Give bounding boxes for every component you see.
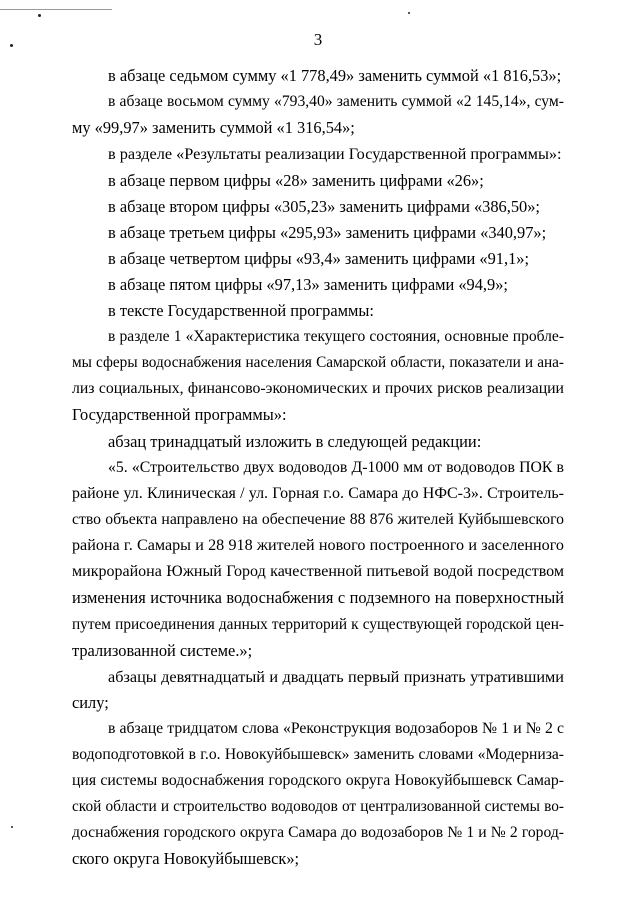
paragraph	[72, 716, 564, 873]
text-line: доснабжения городского округа Самара до водозаборов № 1 и № 2 город-	[72, 824, 564, 842]
text-line: водоподготовкой в г.о. Новокуйбышевск» заменить словами «Модерниза-	[72, 746, 564, 764]
text-line: абзац тринадцатый изложить в следующей редакции:	[108, 432, 482, 451]
scan-speck	[408, 12, 410, 14]
text-line: районе ул. Клиническая / ул. Горная г.о. Самара до НФС-3». Строитель-	[72, 485, 564, 503]
text-line: района г. Самары и 28 918 жителей нового построенного и заселенного	[72, 537, 564, 555]
text-line: мы сферы водоснабжения населения Самарской области, показатели и ана-	[72, 354, 564, 372]
text-line: трализованной системе.»;	[72, 640, 253, 660]
text-line: микрорайона Южный Город качественной питьевой водой посредством	[72, 563, 564, 581]
quoted-paragraph	[72, 455, 564, 664]
text-line: ция системы водоснабжения городского округа Новокуйбышевск Самар-	[72, 772, 564, 790]
paragraph	[72, 89, 564, 141]
text-line: изменения источника водоснабжения с подземного на поверхностный	[72, 588, 564, 608]
paragraph	[72, 272, 564, 298]
paragraph	[72, 324, 564, 428]
scan-speck	[11, 826, 13, 828]
text-line: Государственной программы»:	[72, 405, 287, 425]
text-line: в разделе «Результаты реализации Государственной программы»:	[108, 144, 562, 163]
text-line: ской области и строительство водоводов от централизованной системы во-	[72, 798, 564, 816]
paragraph	[72, 63, 564, 89]
text-line: му «99,97» заменить суммой «1 316,54»;	[72, 118, 355, 138]
scan-speck	[38, 14, 41, 17]
paragraph	[72, 298, 564, 324]
text-line: ство объекта направлено на обеспечение 88 876 жителей Куйбышевского	[72, 511, 564, 529]
text-line: в тексте Государственной программы:	[108, 301, 374, 320]
text-line: в абзаце первом цифры «28» заменить цифрами «26»;	[108, 171, 484, 190]
text-line: ского округа Новокуйбышевск»;	[72, 849, 300, 869]
paragraph	[72, 194, 564, 220]
text-line: лиз социальных, финансово-экономических и прочих рисков реализации	[72, 380, 564, 398]
text-line: путем присоединения данных территорий к существующей городской цен-	[72, 615, 564, 633]
text-line: силу;	[72, 693, 109, 713]
paragraph	[72, 220, 564, 246]
paragraph	[72, 246, 564, 272]
paragraph	[72, 664, 564, 716]
text-line: в абзаце пятом цифры «97,13» заменить цифрами «94,9»;	[108, 275, 508, 294]
paragraph	[72, 429, 564, 455]
text-line: в разделе 1 «Характеристика текущего состояния, основные пробле-	[108, 328, 564, 345]
text-line: в абзаце третьем цифры «295,93» заменить цифрами «340,97»;	[108, 223, 547, 242]
text-line: в абзаце втором цифры «305,23» заменить цифрами «386,50»;	[108, 197, 540, 216]
text-line: в абзаце тридцатом слова «Реконструкция водозаборов № 1 и № 2 с	[108, 720, 564, 737]
text-line: «5. «Строительство двух водоводов Д-1000 мм от водоводов ПОК в	[108, 459, 564, 476]
text-line: в абзаце восьмом сумму «793,40» заменить суммой «2 145,14», сум-	[108, 93, 564, 110]
paragraph	[72, 141, 564, 167]
top-scan-rule	[0, 9, 112, 10]
text-line: абзацы девятнадцатый и двадцать первый признать утратившими	[108, 668, 564, 686]
paragraph	[72, 168, 564, 194]
page-number: 3	[313, 30, 323, 49]
text-line: в абзаце четвертом цифры «93,4» заменить цифрами «91,1»;	[108, 249, 530, 268]
text-line: в абзаце седьмом сумму «1 778,49» заменить суммой «1 816,53»;	[108, 66, 562, 85]
